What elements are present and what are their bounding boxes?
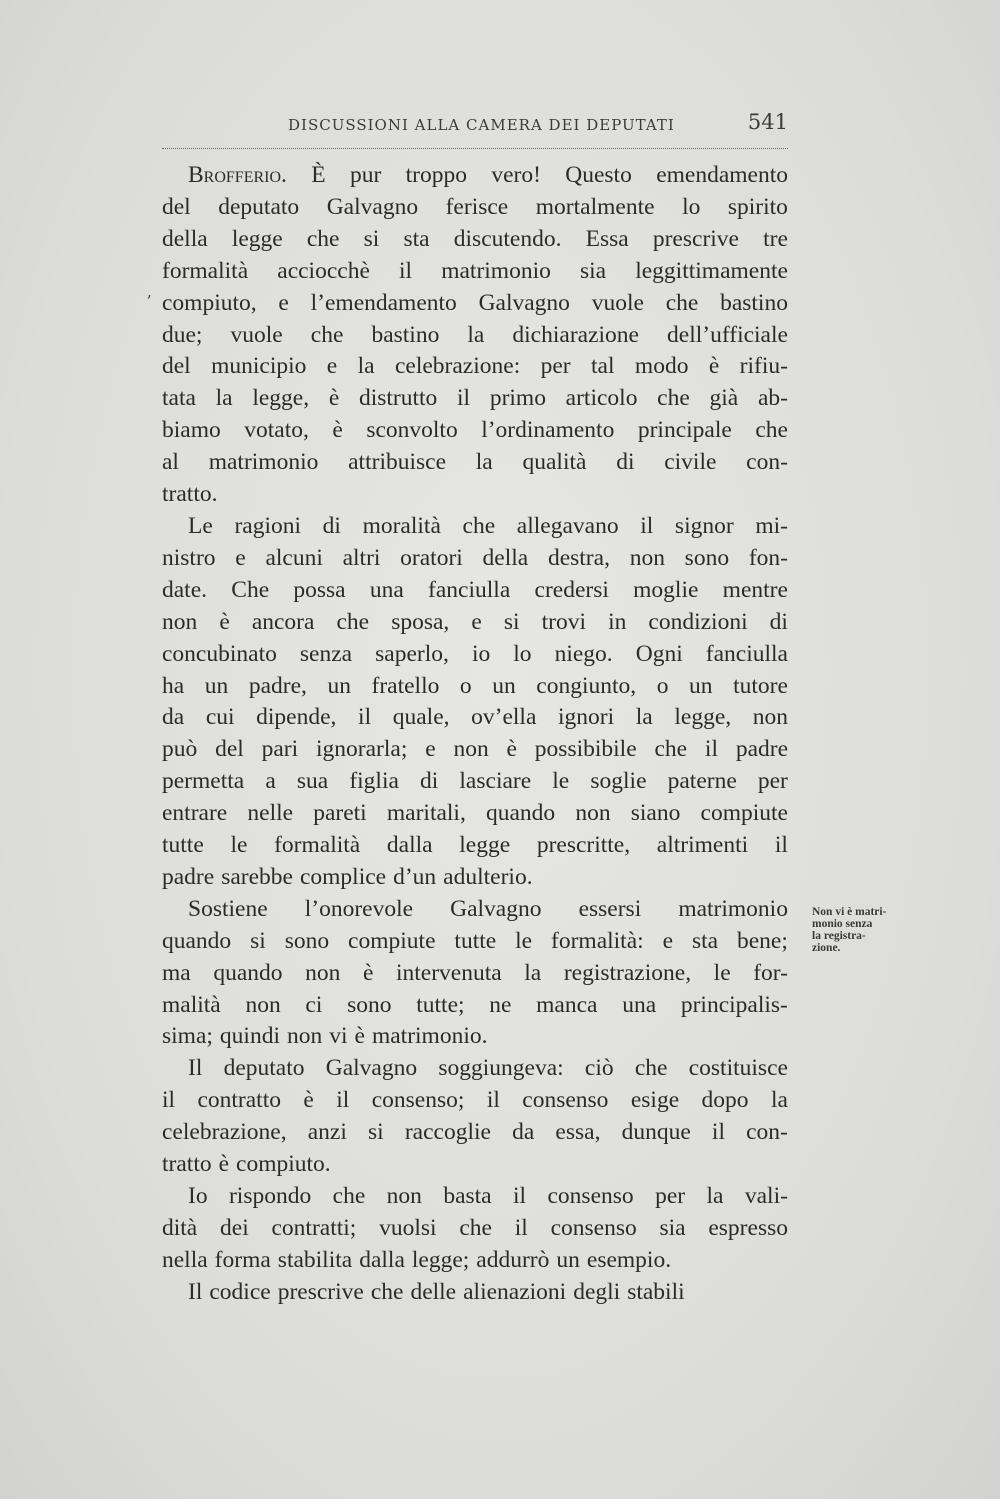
text-line: nistro e alcuni altri oratori della destra, non sono fon- xyxy=(162,544,788,571)
text-line: concubinato senza saperlo, io lo niego. Ogni fanciulla xyxy=(162,640,788,667)
page-number: 541 xyxy=(747,110,788,134)
running-head-title: DISCUSSIONI ALLA CAMERA DEI DEPUTATI xyxy=(288,116,675,134)
text-line: può del pari ignorarla; e non è possibibile che il padre xyxy=(162,736,788,763)
text-line: tata la legge, è distrutto il primo articolo che già ab- xyxy=(162,385,788,412)
text-line: del municipio e la celebrazione: per tal modo è rifiu- xyxy=(162,353,788,380)
text-line: ha un padre, un fratello o un congiunto, o un tutore xyxy=(162,672,788,699)
text-line: Sostiene l’onorevole Galvagno essersi matrimonio xyxy=(188,895,788,922)
marginal-note-line: la registra- xyxy=(812,930,866,942)
text-line: nella forma stabilita dalla legge; addurrò un esempio. xyxy=(162,1246,672,1273)
text-line: formalità acciocchè il matrimonio sia leggittimamente xyxy=(162,257,788,284)
text-line: padre sarebbe complice d’un adulterio. xyxy=(162,863,533,890)
text-line: celebrazione, anzi si raccoglie da essa, dunque il con- xyxy=(162,1119,788,1146)
marginal-note-line: zione. xyxy=(812,942,841,954)
stray-mark: ʼ xyxy=(146,292,152,311)
marginal-note-line: monio senza xyxy=(812,918,873,930)
text-line: Il deputato Galvagno soggiungeva: ciò che costituisce xyxy=(188,1055,788,1082)
text-line: del deputato Galvagno ferisce mortalmente lo spirito xyxy=(162,193,788,220)
text-line: tratto è compiuto. xyxy=(162,1151,331,1178)
text-line: della legge che si sta discutendo. Essa prescrive tre xyxy=(162,225,788,252)
text-line: da cui dipende, il quale, ov’ella ignori la legge, non xyxy=(162,704,788,731)
text-line: entrare nelle pareti maritali, quando non siano compiute xyxy=(162,800,788,827)
text-line: al matrimonio attribuisce la qualità di civile con- xyxy=(162,449,788,476)
text-line: ma quando non è intervenuta la registrazione, le for- xyxy=(162,959,788,986)
body-text xyxy=(162,160,788,1309)
text-line: Le ragioni di moralità che allegavano il signor mi- xyxy=(188,512,788,539)
marginal-note-line: Non vi è matri- xyxy=(812,906,887,918)
marginal-note xyxy=(812,906,924,954)
text-line: dità dei contratti; vuolsi che il consenso sia espresso xyxy=(162,1214,788,1241)
text-line: tutte le formalità dalla legge prescritte, altrimenti il xyxy=(162,832,788,859)
text-line: date. Che possa una fanciulla credersi moglie mentre xyxy=(162,576,788,603)
text-line: Il codice prescrive che delle alienazioni degli stabili xyxy=(188,1278,685,1305)
text-line: Brofferio. È pur troppo vero! Questo emendamento xyxy=(188,162,788,188)
text-line: biamo votato, è sconvolto l’ordinamento principale che xyxy=(162,417,788,444)
text-line: tratto. xyxy=(162,481,218,508)
text-line: due; vuole che bastino la dichiarazione dell’ufficiale xyxy=(162,321,788,348)
header-rule xyxy=(162,148,788,149)
text-line: quando si sono compiute tutte le formalità: e sta bene; xyxy=(162,927,788,954)
text-line: malità non ci sono tutte; ne manca una principalis- xyxy=(162,991,788,1018)
text-line: compiuto, e l’emendamento Galvagno vuole che bastino xyxy=(162,289,788,316)
text-line: il contratto è il consenso; il consenso esige dopo la xyxy=(162,1087,788,1114)
text-line: permetta a sua figlia di lasciare le soglie paterne per xyxy=(162,768,788,795)
text-line: non è ancora che sposa, e si trovi in condizioni di xyxy=(162,608,788,635)
text-line: sima; quindi non vi è matrimonio. xyxy=(162,1023,488,1050)
text-line: Io rispondo che non basta il consenso per la vali- xyxy=(188,1183,788,1209)
